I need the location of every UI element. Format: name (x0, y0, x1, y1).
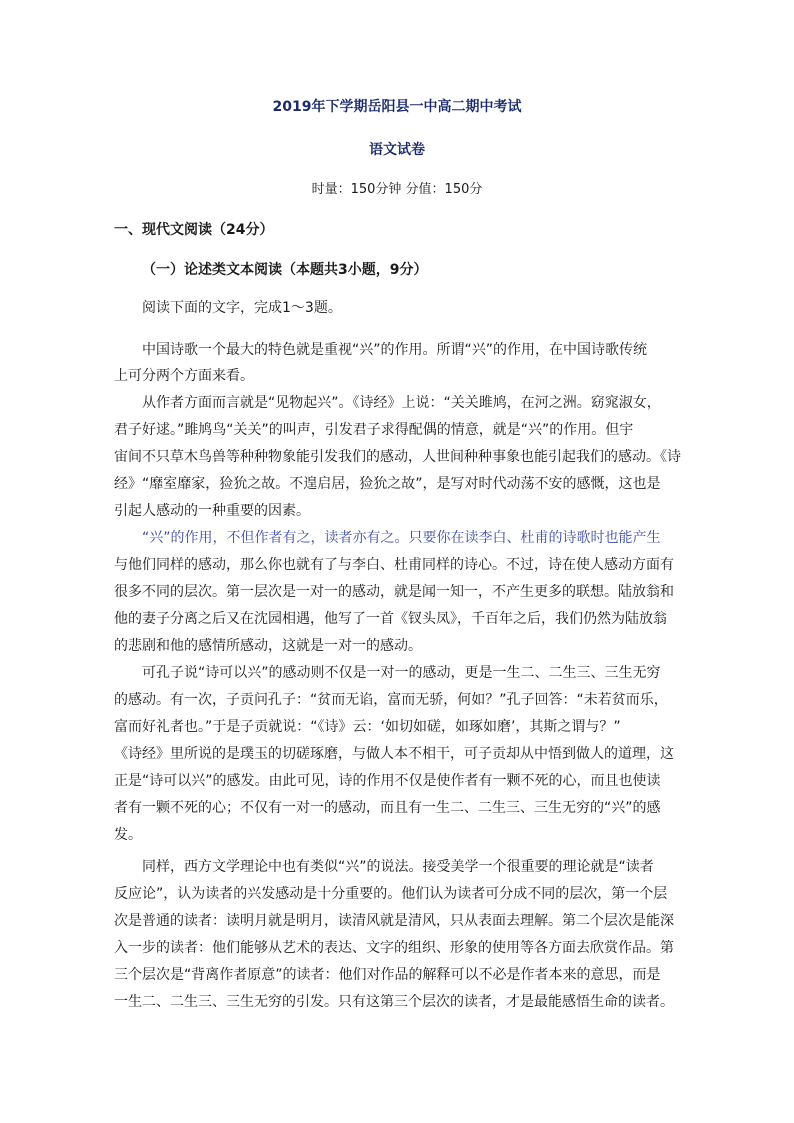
exam-title: 2019年下学期岳阳县一中高二期中考试 (272, 99, 522, 115)
passage-line: 富而好礼者也。”于是子贡就说：“《诗》云：‘如切如磋，如琢如磨’，其斯之谓与？” (114, 719, 621, 735)
passage-line: 与他们同样的感动，那么你也就有了与李白、杜甫同样的诗心。不过，诗在使人感动方面有 (114, 557, 674, 573)
passage-line: “兴”的作用，不但作者有之，读者亦有之。只要你在读李白、杜甫的诗歌时也能产生 (114, 530, 661, 546)
sub-section-heading: （一）论述类文本阅读（本题共3小题，9分） (142, 262, 428, 278)
passage-line: 《诗经》里所说的是璞玉的切磋琢磨，与做人本不相干，可子贡却从中悟到做人的道理，这 (114, 746, 674, 762)
exam-meta: 时量：150分钟 分值：150分 (311, 182, 483, 197)
passage-line: 君子好逑。”雎鸠鸟“关关”的叫声，引发君子求得配偶的情意，就是“兴”的作用。但宇 (114, 422, 634, 438)
passage-line: 可孔子说“诗可以兴”的感动则不仅是一对一的感动，更是一生二、二生三、三生无穷 (114, 665, 661, 681)
passage-line: 三个层次是“背离作者原意”的读者：他们对作品的解释可以不必是作者本来的意思，而是 (114, 967, 661, 983)
passage-line: 入一步的读者：他们能够从艺术的表达、文字的组织、形象的使用等各方面去欣赏作品。第 (114, 940, 674, 956)
passage-line: 者有一颗不死的心；不仅有一对一的感动，而且有一生二、二生三、三生无穷的“兴”的感 (114, 800, 661, 816)
passage-line: 引起人感动的一种重要的因素。 (114, 503, 310, 519)
passage-line: 发。 (114, 827, 142, 843)
passage-line: 从作者方面而言就是“见物起兴”。《诗经》上说：“关关雎鸠，在河之洲。窈窕淑女， (114, 395, 661, 411)
passage-line: 的悲剧和他的感情所感动，这就是一对一的感动。 (114, 638, 422, 654)
subject-title: 语文试卷 (369, 142, 425, 158)
passage-line: 经》“靡室靡家，猃狁之故。不遑启居，猃狁之故”，是写对时代动荡不安的感慨，这也是 (114, 476, 661, 492)
passage-line: 同样，西方文学理论中也有类似“兴”的说法。接受美学一个很重要的理论就是“读者 (114, 859, 654, 875)
passage-line: 他的妻子分离之后又在沈园相遇，他写了一首《钗头凤》，千百年之后，我们仍然为陆放翁 (114, 611, 667, 627)
passage-line: 上可分两个方面来看。 (114, 368, 254, 384)
passage-line: 次是普通的读者：读明月就是明月，读清风就是清风，只从表面去理解。第二个层次是能深 (114, 913, 674, 929)
instruction: 阅读下面的文字，完成1～3题。 (142, 300, 342, 316)
section-heading: 一、现代文阅读（24分） (114, 222, 274, 238)
passage-line: 一生二、二生三、三生无穷的引发。只有这第三个层次的读者，才是最能感悟生命的读者。 (114, 994, 674, 1010)
passage-line: 正是“诗可以兴”的感发。由此可见，诗的作用不仅是使作者有一颗不死的心，而且也使读 (114, 773, 661, 789)
passage-line: 的感动。有一次，子贡问孔子：“贫而无谄，富而无骄，何如？”孔子回答：“未若贫而乐， (114, 692, 668, 708)
passage-line: 反应论”，认为读者的兴发感动是十分重要的。他们认为读者可分成不同的层次，第一个层 (114, 886, 668, 902)
passage-line: 很多不同的层次。第一层次是一对一的感动，就是闻一知一，不产生更多的联想。陆放翁和 (114, 584, 674, 600)
passage-line: 中国诗歌一个最大的特色就是重视“兴”的作用。所谓“兴”的作用，在中国诗歌传统 (114, 342, 648, 358)
passage-line: 宙间不只草木鸟兽等种种物象能引发我们的感动，人世间种种事象也能引起我们的感动。《诗 (114, 449, 681, 465)
